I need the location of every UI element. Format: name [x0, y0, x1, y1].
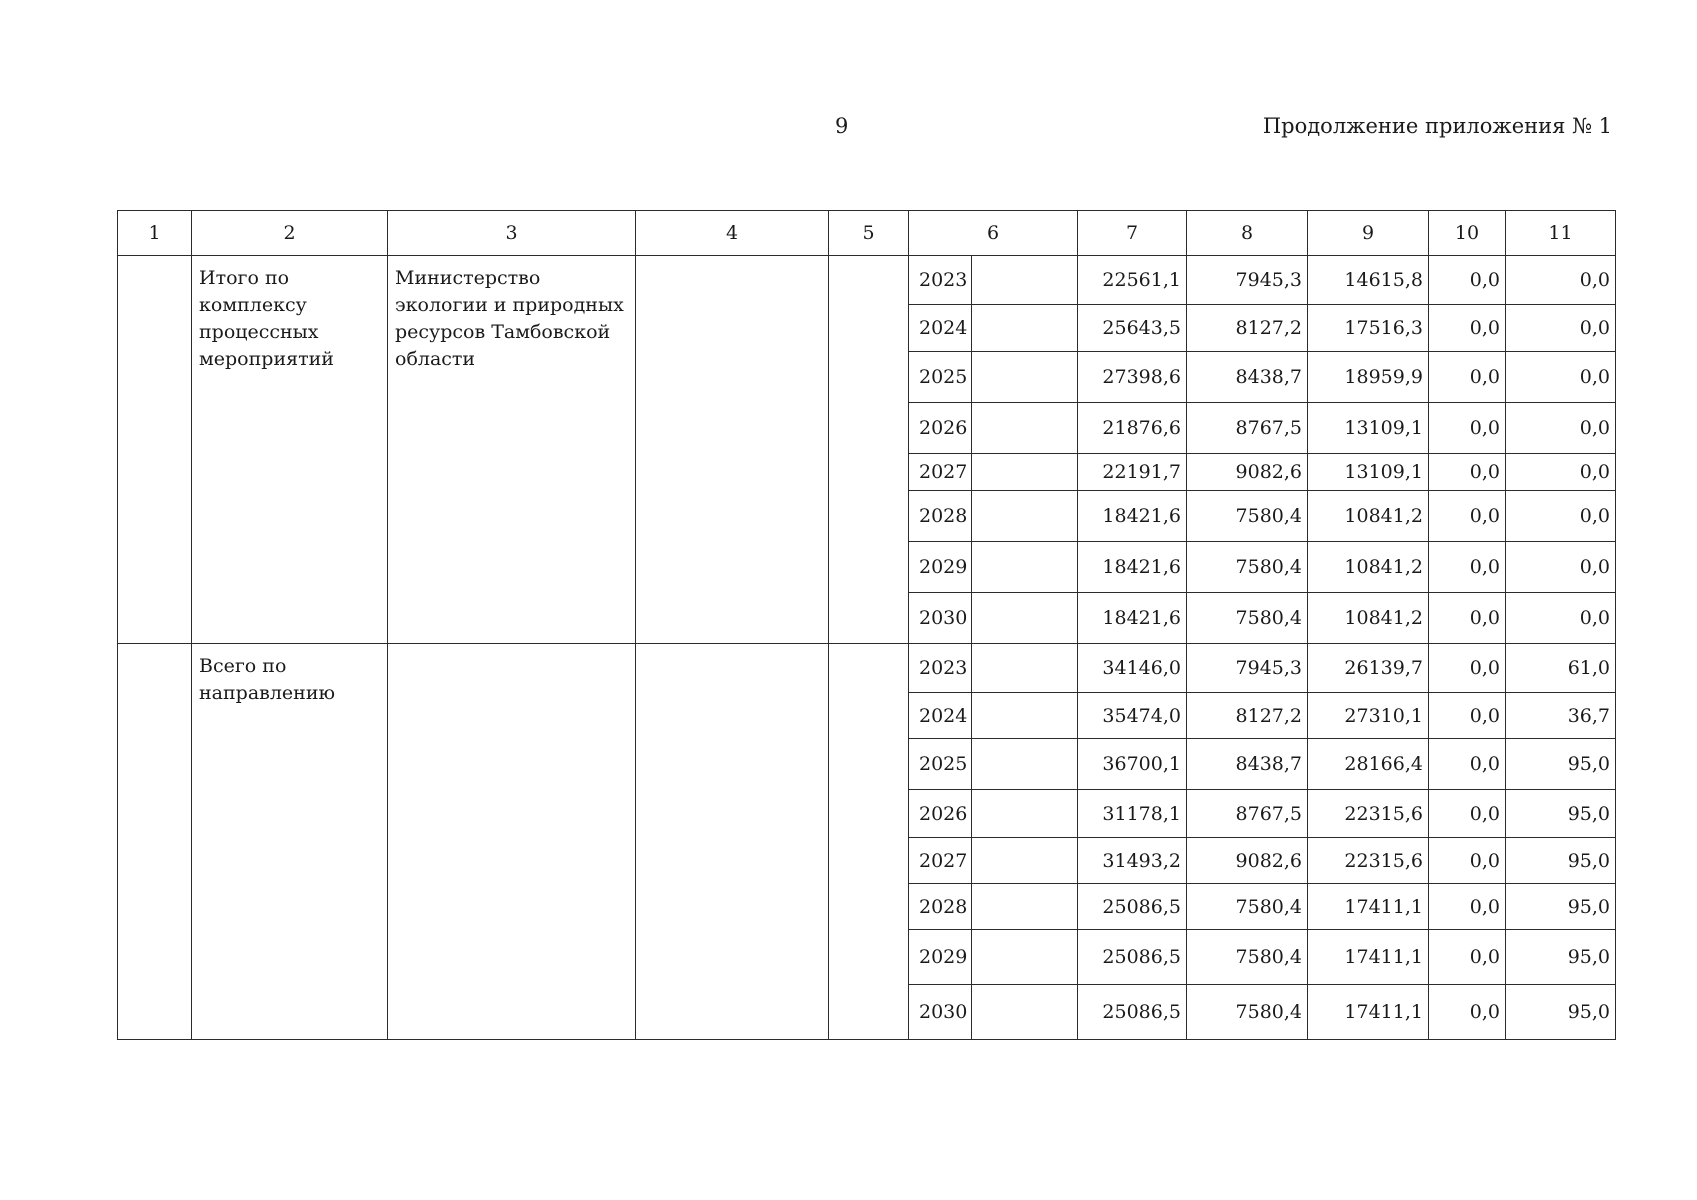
value-cell-c8: 8438,7	[1187, 352, 1308, 403]
value-cell-c9: 10841,2	[1308, 491, 1429, 542]
subcolumn-cell	[972, 454, 1078, 491]
value-cell-c9: 17516,3	[1308, 305, 1429, 352]
value-cell-c10: 0,0	[1429, 593, 1506, 644]
subcolumn-cell	[972, 491, 1078, 542]
table-row	[118, 644, 1616, 693]
subcolumn-cell	[972, 593, 1078, 644]
value-cell-c8: 7580,4	[1187, 491, 1308, 542]
value-cell-c9: 17411,1	[1308, 884, 1429, 930]
value-cell-c11: 95,0	[1506, 930, 1616, 985]
value-cell-c9: 22315,6	[1308, 790, 1429, 838]
value-cell-c7: 25086,5	[1078, 985, 1187, 1040]
column-header: 1	[118, 211, 192, 256]
value-cell-c9: 22315,6	[1308, 838, 1429, 884]
subcolumn-cell	[972, 352, 1078, 403]
value-cell-c11: 95,0	[1506, 884, 1616, 930]
table-body	[118, 256, 1616, 1040]
value-cell-c10: 0,0	[1429, 884, 1506, 930]
value-cell-c9: 14615,8	[1308, 256, 1429, 305]
value-cell-c8: 7580,4	[1187, 985, 1308, 1040]
year-cell: 2029	[909, 930, 972, 985]
year-cell: 2024	[909, 693, 972, 739]
value-cell-c9: 17411,1	[1308, 930, 1429, 985]
appendix-note: Продолжение приложения № 1	[1262, 114, 1612, 138]
value-cell-c8: 8767,5	[1187, 403, 1308, 454]
column-5-cell	[829, 256, 909, 644]
column-5-cell	[829, 644, 909, 1040]
column-header: 7	[1078, 211, 1187, 256]
table-row	[118, 256, 1616, 305]
value-cell-c7: 18421,6	[1078, 491, 1187, 542]
year-cell: 2026	[909, 403, 972, 454]
executor-label: Министерство экологии и природных ресурсов Тамбовской области	[388, 256, 636, 644]
subcolumn-cell	[972, 542, 1078, 593]
column-header: 6	[909, 211, 1078, 256]
value-cell-c11: 0,0	[1506, 491, 1616, 542]
value-cell-c8: 7580,4	[1187, 930, 1308, 985]
value-cell-c8: 7580,4	[1187, 542, 1308, 593]
value-cell-c10: 0,0	[1429, 352, 1506, 403]
value-cell-c7: 22561,1	[1078, 256, 1187, 305]
subcolumn-cell	[972, 739, 1078, 790]
year-cell: 2026	[909, 790, 972, 838]
column-header: 8	[1187, 211, 1308, 256]
executor-label	[388, 644, 636, 1040]
value-cell-c8: 8438,7	[1187, 739, 1308, 790]
value-cell-c10: 0,0	[1429, 838, 1506, 884]
value-cell-c11: 0,0	[1506, 542, 1616, 593]
year-cell: 2028	[909, 884, 972, 930]
value-cell-c11: 0,0	[1506, 403, 1616, 454]
number-cell	[118, 644, 192, 1040]
value-cell-c9: 10841,2	[1308, 593, 1429, 644]
subcolumn-cell	[972, 930, 1078, 985]
value-cell-c10: 0,0	[1429, 644, 1506, 693]
subcolumn-cell	[972, 838, 1078, 884]
value-cell-c10: 0,0	[1429, 985, 1506, 1040]
value-cell-c9: 13109,1	[1308, 403, 1429, 454]
column-4-cell	[636, 644, 829, 1040]
year-cell: 2024	[909, 305, 972, 352]
subcolumn-cell	[972, 644, 1078, 693]
value-cell-c7: 31493,2	[1078, 838, 1187, 884]
value-cell-c9: 28166,4	[1308, 739, 1429, 790]
value-cell-c7: 36700,1	[1078, 739, 1187, 790]
value-cell-c7: 25086,5	[1078, 884, 1187, 930]
value-cell-c7: 18421,6	[1078, 542, 1187, 593]
value-cell-c8: 8127,2	[1187, 305, 1308, 352]
value-cell-c11: 61,0	[1506, 644, 1616, 693]
value-cell-c11: 0,0	[1506, 454, 1616, 491]
value-cell-c10: 0,0	[1429, 454, 1506, 491]
value-cell-c10: 0,0	[1429, 305, 1506, 352]
value-cell-c10: 0,0	[1429, 256, 1506, 305]
year-cell: 2029	[909, 542, 972, 593]
value-cell-c11: 0,0	[1506, 256, 1616, 305]
year-cell: 2030	[909, 593, 972, 644]
value-cell-c11: 0,0	[1506, 305, 1616, 352]
subcolumn-cell	[972, 403, 1078, 454]
section-label: Всего по направлению	[192, 644, 388, 1040]
section-label: Итого по комплексу процессных мероприятий	[192, 256, 388, 644]
column-4-cell	[636, 256, 829, 644]
year-cell: 2027	[909, 454, 972, 491]
value-cell-c11: 0,0	[1506, 593, 1616, 644]
subcolumn-cell	[972, 985, 1078, 1040]
value-cell-c10: 0,0	[1429, 790, 1506, 838]
year-cell: 2025	[909, 352, 972, 403]
value-cell-c9: 13109,1	[1308, 454, 1429, 491]
value-cell-c11: 95,0	[1506, 985, 1616, 1040]
subcolumn-cell	[972, 305, 1078, 352]
value-cell-c11: 95,0	[1506, 739, 1616, 790]
value-cell-c7: 22191,7	[1078, 454, 1187, 491]
number-cell	[118, 256, 192, 644]
column-header: 10	[1429, 211, 1506, 256]
value-cell-c10: 0,0	[1429, 491, 1506, 542]
value-cell-c7: 25643,5	[1078, 305, 1187, 352]
value-cell-c9: 26139,7	[1308, 644, 1429, 693]
value-cell-c7: 25086,5	[1078, 930, 1187, 985]
value-cell-c10: 0,0	[1429, 930, 1506, 985]
page-number: 9	[835, 114, 849, 138]
value-cell-c10: 0,0	[1429, 739, 1506, 790]
column-number-row	[118, 211, 1616, 256]
value-cell-c7: 18421,6	[1078, 593, 1187, 644]
value-cell-c7: 21876,6	[1078, 403, 1187, 454]
value-cell-c8: 8127,2	[1187, 693, 1308, 739]
year-cell: 2027	[909, 838, 972, 884]
value-cell-c7: 35474,0	[1078, 693, 1187, 739]
value-cell-c11: 36,7	[1506, 693, 1616, 739]
value-cell-c7: 34146,0	[1078, 644, 1187, 693]
column-header: 4	[636, 211, 829, 256]
subcolumn-cell	[972, 790, 1078, 838]
column-header: 2	[192, 211, 388, 256]
value-cell-c11: 95,0	[1506, 838, 1616, 884]
year-cell: 2025	[909, 739, 972, 790]
column-header: 3	[388, 211, 636, 256]
year-cell: 2023	[909, 644, 972, 693]
value-cell-c7: 31178,1	[1078, 790, 1187, 838]
value-cell-c10: 0,0	[1429, 693, 1506, 739]
value-cell-c11: 0,0	[1506, 352, 1616, 403]
subcolumn-cell	[972, 693, 1078, 739]
value-cell-c9: 10841,2	[1308, 542, 1429, 593]
column-header: 5	[829, 211, 909, 256]
value-cell-c8: 7945,3	[1187, 644, 1308, 693]
budget-table	[117, 210, 1616, 1040]
value-cell-c11: 95,0	[1506, 790, 1616, 838]
value-cell-c8: 7580,4	[1187, 884, 1308, 930]
column-header: 11	[1506, 211, 1616, 256]
value-cell-c8: 7945,3	[1187, 256, 1308, 305]
value-cell-c10: 0,0	[1429, 403, 1506, 454]
value-cell-c9: 27310,1	[1308, 693, 1429, 739]
year-cell: 2030	[909, 985, 972, 1040]
value-cell-c9: 18959,9	[1308, 352, 1429, 403]
value-cell-c7: 27398,6	[1078, 352, 1187, 403]
year-cell: 2023	[909, 256, 972, 305]
value-cell-c9: 17411,1	[1308, 985, 1429, 1040]
value-cell-c8: 9082,6	[1187, 838, 1308, 884]
subcolumn-cell	[972, 884, 1078, 930]
value-cell-c10: 0,0	[1429, 542, 1506, 593]
year-cell: 2028	[909, 491, 972, 542]
value-cell-c8: 9082,6	[1187, 454, 1308, 491]
subcolumn-cell	[972, 256, 1078, 305]
value-cell-c8: 7580,4	[1187, 593, 1308, 644]
value-cell-c8: 8767,5	[1187, 790, 1308, 838]
column-header: 9	[1308, 211, 1429, 256]
